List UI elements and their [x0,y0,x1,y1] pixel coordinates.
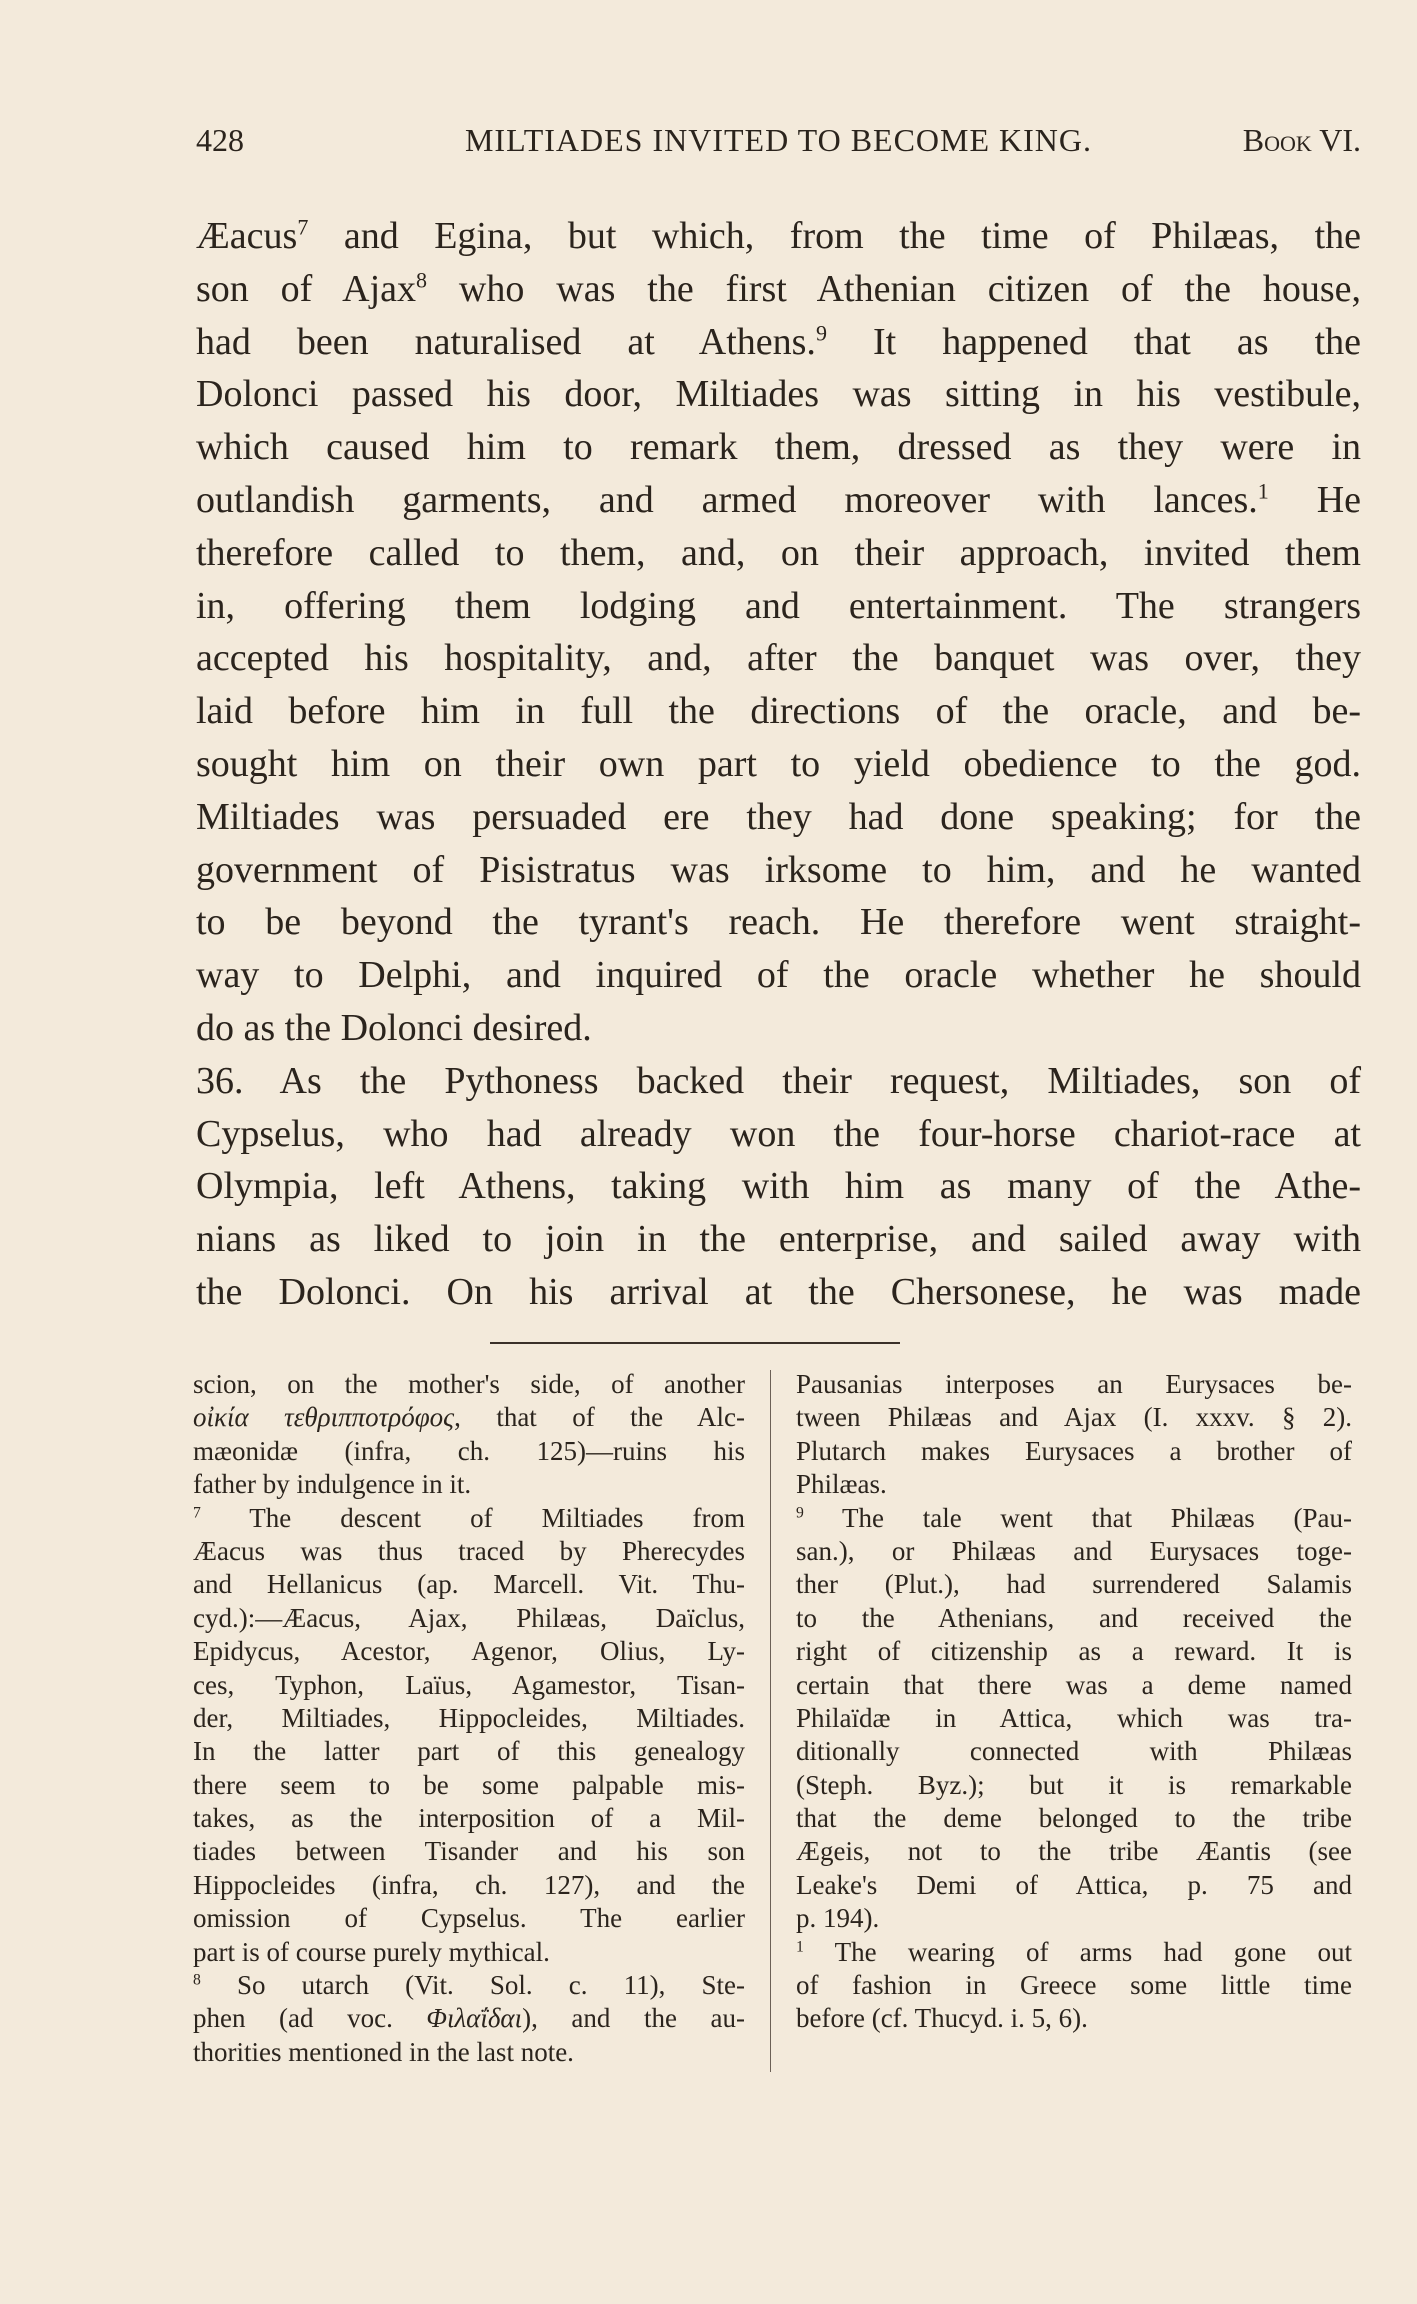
footnote-ref: 7 [297,214,309,240]
footnote-ref: 9 [815,319,827,345]
footnote-line: ditionally connected with Philæas [796,1736,1352,1767]
footnote-line: to the Athenians, and received the [796,1602,1352,1633]
running-header [196,122,1361,172]
main-text [196,210,1361,1319]
footnote-line: and Hellanicus (ap. Marcell. Vit. Thu- [193,1569,745,1600]
footnote-number: 1 [796,1937,804,1955]
body-line: do as the Dolonci desired. [196,1006,592,1049]
footnote-rule [490,1342,900,1344]
body-line: Æacus$^7$ and Egina, but which, from the time of Philæas, the [196,214,1361,257]
footnote-line: Pausanias interposes an Eurysaces be- [796,1369,1352,1399]
body-line: accepted his hospitality, and, after the banquet was over, they [196,637,1361,680]
body-line: son of Ajax$^8$ who was the first Athenian citizen of the house, [196,267,1361,310]
footnote-line: right of citizenship as a reward. It is [796,1636,1352,1667]
footnote-line: phen (ad voc. Φιλαΐδαι), and the au- [193,2003,745,2034]
body-line: had been naturalised at Athens.$^9$ It happened that as the [196,319,1361,363]
footnote-line: mæonidæ (infra, ch. 125)—ruins his [193,1435,745,1466]
footnote-line: before (cf. Thucyd. i. 5, 6). [796,2003,1088,2034]
footnote-line: takes, as the interposition of a Mil- [193,1803,745,1834]
footnote-line: that the deme belonged to the tribe [796,1803,1352,1834]
body-line: way to Delphi, and inquired of the oracle whether he should [196,954,1361,997]
body-line: sought him on their own part to yield obedience to the god. [196,742,1361,785]
footnote-line: part is of course purely mythical. [193,1936,550,1967]
footnote-line: Ægeis, not to the tribe Æantis (see [796,1836,1352,1867]
footnote-line: Epidycus, Acestor, Agenor, Olius, Ly- [193,1636,745,1667]
footnote-ref: 1 [1257,478,1269,504]
footnote-line: scion, on the mother's side, of another [193,1369,745,1399]
footnote-line: der, Miltiades, Hippocleides, Miltiades. [193,1702,745,1733]
book-label: Book VI. [1242,122,1361,158]
footnote-line: Plutarch makes Eurysaces a brother of [796,1435,1352,1466]
footnote-line: (Steph. Byz.); but it is remarkable [796,1769,1352,1800]
body-line: in, offering them lodging and entertainment. The strangers [196,584,1361,627]
footnote-line: Æacus was thus traced by Pherecydes [193,1535,745,1566]
footnote-line: thorities mentioned in the last note. [193,2036,574,2067]
footnote-line: Leake's Demi of Attica, p. 75 and [796,1869,1352,1900]
column-divider [770,1370,771,2072]
footnote-line: οἰκία τεθριπποτρόφος, that of the Alc- [193,1402,746,1433]
footnote-line: omission of Cypselus. The earlier [193,1903,745,1934]
footnote-line: $^1$ The wearing of arms had gone out [796,1936,1352,1967]
footnote-number: 8 [193,1971,201,1989]
footnote-line: tiades between Tisander and his son [193,1836,745,1867]
body-line: nians as liked to join in the enterprise, and sailed away with [196,1218,1361,1261]
footnote-line: certain that there was a deme named [796,1669,1352,1700]
footnote-line: $^8$ So utarch (Vit. Sol. c. 11), Ste- [193,1970,745,2001]
footnotes-right-column [796,1368,1352,2036]
body-line: 36. As the Pythoness backed their request, Miltiades, son of [196,1059,1361,1102]
body-line: outlandish garments, and armed moreover with lances.$^1$ He [196,478,1361,521]
body-line: government of Pisistratus was irksome to him, and he wanted [196,848,1361,891]
body-line: laid before him in full the directions of the oracle, and be- [196,690,1361,733]
footnote-line: cyd.):—Æacus, Ajax, Philæas, Daïclus, [193,1602,745,1633]
greek-word: Φιλαΐδαι [426,2003,523,2034]
footnote-line: father by indulgence in it. [193,1469,472,1500]
footnote-line: ther (Plut.), had surrendered Salamis [796,1569,1352,1600]
footnote-line: $^7$ The descent of Miltiades from [193,1502,745,1533]
footnote-line: In the latter part of this genealogy [193,1736,745,1767]
footnote-line: p. 194). [796,1903,880,1934]
footnote-number: 9 [796,1503,804,1521]
running-title: MILTIADES INVITED TO BECOME KING. [464,122,1093,158]
page-number: 428 [196,122,244,158]
body-line: the Dolonci. On his arrival at the Chersonese, he was made [196,1270,1361,1313]
footnotes-left-column [193,1368,745,2069]
footnote-line: Philaïdæ in Attica, which was tra- [796,1702,1352,1733]
body-line: Cypselus, who had already won the four-horse chariot-race at [196,1112,1361,1155]
body-line: Miltiades was persuaded ere they had done speaking; for the [196,795,1361,838]
footnote-line: ces, Typhon, Laïus, Agamestor, Tisan- [193,1669,745,1700]
footnote-line: tween Philæas and Ajax (I. xxxv. § 2). [796,1402,1352,1433]
footnote-line: there seem to be some palpable mis- [193,1769,745,1800]
body-line: Dolonci passed his door, Miltiades was sitting in his vestibule, [196,373,1361,416]
footnote-line: Philæas. [796,1469,887,1500]
greek-phrase: οἰκία τεθριπποτρόφος [193,1402,455,1433]
footnote-number: 7 [193,1503,201,1521]
footnote-line: san.), or Philæas and Eurysaces toge- [796,1535,1352,1566]
body-line: which caused him to remark them, dressed as they were in [196,426,1361,469]
footnote-line: of fashion in Greece some little time [796,1970,1352,2001]
footnote-ref: 8 [416,267,428,293]
body-line: to be beyond the tyrant's reach. He therefore went straight- [196,901,1361,944]
footnote-line: Hippocleides (infra, ch. 127), and the [193,1869,745,1900]
footnote-line: $^9$ The tale went that Philæas (Pau- [796,1502,1352,1533]
body-line: therefore called to them, and, on their approach, invited them [196,531,1361,574]
body-line: Olympia, left Athens, taking with him as many of the Athe- [196,1165,1361,1208]
